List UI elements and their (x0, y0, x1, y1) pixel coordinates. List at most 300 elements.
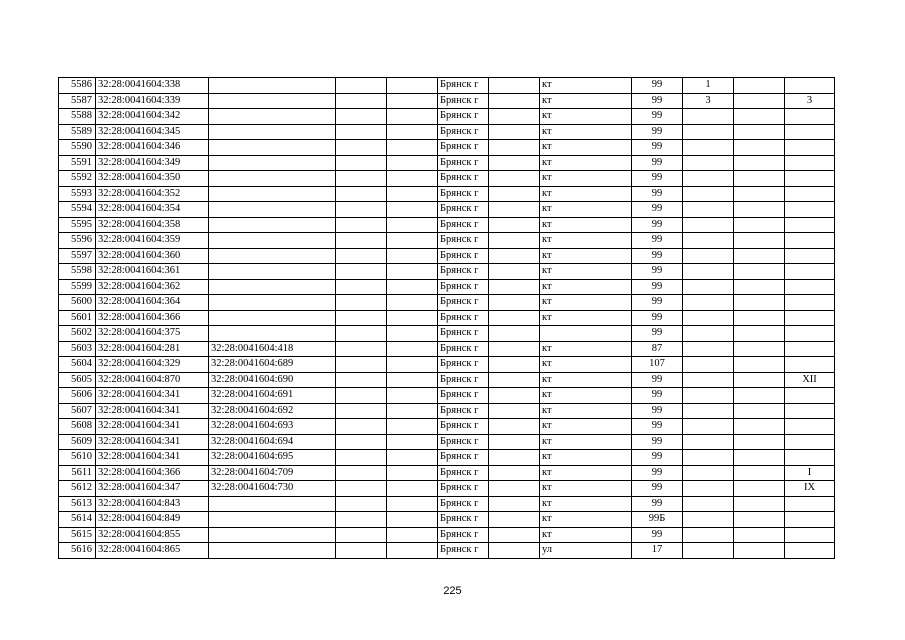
row-number-cell: 5616 (59, 543, 96, 559)
section-cell (785, 264, 835, 280)
empty-cell (336, 357, 387, 373)
linked-cadastral-number-cell (209, 512, 336, 528)
street-type-cell: кт (540, 124, 632, 140)
street-type-cell: ул (540, 543, 632, 559)
section-cell (785, 233, 835, 249)
cadastral-number-cell: 32:28:0041604:358 (96, 217, 209, 233)
city-cell: Брянск г (438, 279, 489, 295)
cadastral-number-cell: 32:28:0041604:345 (96, 124, 209, 140)
building-cell (683, 264, 734, 280)
empty-cell (336, 264, 387, 280)
empty-cell (734, 140, 785, 156)
table-row (59, 186, 835, 202)
cadastral-number-cell: 32:28:0041604:375 (96, 326, 209, 342)
street-type-cell: кт (540, 217, 632, 233)
empty-cell (336, 217, 387, 233)
building-cell (683, 512, 734, 528)
house-number-cell: 99 (632, 78, 683, 94)
table-row (59, 78, 835, 94)
city-cell: Брянск г (438, 140, 489, 156)
section-cell (785, 124, 835, 140)
empty-cell (336, 248, 387, 264)
empty-cell (336, 388, 387, 404)
cadastral-number-cell: 32:28:0041604:329 (96, 357, 209, 373)
city-cell: Брянск г (438, 233, 489, 249)
cadastral-number-cell: 32:28:0041604:347 (96, 481, 209, 497)
city-cell: Брянск г (438, 295, 489, 311)
row-number-cell: 5613 (59, 496, 96, 512)
cadastral-number-cell: 32:28:0041604:360 (96, 248, 209, 264)
building-cell (683, 155, 734, 171)
row-number-cell: 5611 (59, 465, 96, 481)
building-cell (683, 124, 734, 140)
section-cell (785, 496, 835, 512)
row-number-cell: 5595 (59, 217, 96, 233)
building-cell (683, 465, 734, 481)
section-cell (785, 543, 835, 559)
table-row (59, 140, 835, 156)
empty-cell (387, 543, 438, 559)
cadastral-number-cell: 32:28:0041604:865 (96, 543, 209, 559)
cadastral-number-cell: 32:28:0041604:341 (96, 419, 209, 435)
row-number-cell: 5601 (59, 310, 96, 326)
city-cell: Брянск г (438, 372, 489, 388)
house-number-cell: 99 (632, 202, 683, 218)
street-type-cell: кт (540, 186, 632, 202)
row-number-cell: 5599 (59, 279, 96, 295)
row-number-cell: 5598 (59, 264, 96, 280)
empty-cell (387, 186, 438, 202)
empty-cell (734, 481, 785, 497)
cadastral-number-cell: 32:28:0041604:341 (96, 450, 209, 466)
empty-cell (387, 434, 438, 450)
building-cell: 1 (683, 78, 734, 94)
row-number-cell: 5608 (59, 419, 96, 435)
empty-cell (336, 109, 387, 125)
building-cell (683, 310, 734, 326)
table-row (59, 543, 835, 559)
row-number-cell: 5596 (59, 233, 96, 249)
empty-cell (489, 202, 540, 218)
section-cell (785, 527, 835, 543)
row-number-cell: 5591 (59, 155, 96, 171)
empty-cell (387, 341, 438, 357)
linked-cadastral-number-cell: 32:28:0041604:730 (209, 481, 336, 497)
cadastral-number-cell: 32:28:0041604:338 (96, 78, 209, 94)
empty-cell (734, 233, 785, 249)
empty-cell (387, 527, 438, 543)
row-number-cell: 5592 (59, 171, 96, 187)
table-row (59, 496, 835, 512)
house-number-cell: 99 (632, 264, 683, 280)
linked-cadastral-number-cell (209, 217, 336, 233)
empty-cell (734, 93, 785, 109)
street-type-cell: кт (540, 419, 632, 435)
cadastral-number-cell: 32:28:0041604:349 (96, 155, 209, 171)
city-cell: Брянск г (438, 341, 489, 357)
building-cell (683, 481, 734, 497)
table-row (59, 372, 835, 388)
linked-cadastral-number-cell (209, 248, 336, 264)
table-row (59, 171, 835, 187)
empty-cell (336, 450, 387, 466)
empty-cell (489, 465, 540, 481)
empty-cell (734, 124, 785, 140)
empty-cell (489, 171, 540, 187)
section-cell (785, 450, 835, 466)
cadastral-number-cell: 32:28:0041604:341 (96, 388, 209, 404)
empty-cell (734, 171, 785, 187)
empty-cell (387, 202, 438, 218)
empty-cell (489, 357, 540, 373)
empty-cell (734, 372, 785, 388)
street-type-cell: кт (540, 481, 632, 497)
empty-cell (387, 403, 438, 419)
empty-cell (734, 496, 785, 512)
table-row (59, 93, 835, 109)
empty-cell (489, 543, 540, 559)
linked-cadastral-number-cell (209, 202, 336, 218)
row-number-cell: 5600 (59, 295, 96, 311)
house-number-cell: 99 (632, 527, 683, 543)
table-row (59, 434, 835, 450)
empty-cell (489, 264, 540, 280)
building-cell (683, 357, 734, 373)
street-type-cell: кт (540, 388, 632, 404)
empty-cell (489, 450, 540, 466)
address-table (58, 77, 835, 559)
building-cell: 3 (683, 93, 734, 109)
building-cell (683, 248, 734, 264)
empty-cell (387, 264, 438, 280)
street-type-cell: кт (540, 341, 632, 357)
city-cell: Брянск г (438, 496, 489, 512)
empty-cell (734, 326, 785, 342)
linked-cadastral-number-cell (209, 279, 336, 295)
building-cell (683, 326, 734, 342)
linked-cadastral-number-cell (209, 186, 336, 202)
linked-cadastral-number-cell: 32:28:0041604:709 (209, 465, 336, 481)
house-number-cell: 99 (632, 186, 683, 202)
empty-cell (489, 78, 540, 94)
table-row (59, 481, 835, 497)
section-cell: IX (785, 481, 835, 497)
section-cell (785, 202, 835, 218)
section-cell (785, 155, 835, 171)
empty-cell (336, 186, 387, 202)
street-type-cell: кт (540, 357, 632, 373)
building-cell (683, 496, 734, 512)
cadastral-number-cell: 32:28:0041604:361 (96, 264, 209, 280)
empty-cell (387, 109, 438, 125)
street-type-cell: кт (540, 109, 632, 125)
empty-cell (489, 419, 540, 435)
empty-cell (336, 403, 387, 419)
section-cell (785, 186, 835, 202)
section-cell (785, 109, 835, 125)
empty-cell (489, 388, 540, 404)
table-row (59, 155, 835, 171)
empty-cell (489, 527, 540, 543)
section-cell (785, 279, 835, 295)
linked-cadastral-number-cell (209, 171, 336, 187)
empty-cell (734, 279, 785, 295)
street-type-cell: кт (540, 264, 632, 280)
table-row (59, 527, 835, 543)
empty-cell (734, 155, 785, 171)
linked-cadastral-number-cell: 32:28:0041604:694 (209, 434, 336, 450)
empty-cell (489, 279, 540, 295)
empty-cell (734, 186, 785, 202)
empty-cell (734, 388, 785, 404)
cadastral-number-cell: 32:28:0041604:341 (96, 403, 209, 419)
section-cell (785, 357, 835, 373)
empty-cell (336, 140, 387, 156)
street-type-cell: кт (540, 78, 632, 94)
row-number-cell: 5587 (59, 93, 96, 109)
street-type-cell: кт (540, 155, 632, 171)
city-cell: Брянск г (438, 109, 489, 125)
empty-cell (336, 543, 387, 559)
empty-cell (387, 310, 438, 326)
row-number-cell: 5607 (59, 403, 96, 419)
house-number-cell: 99 (632, 279, 683, 295)
house-number-cell: 99 (632, 434, 683, 450)
cadastral-number-cell: 32:28:0041604:346 (96, 140, 209, 156)
street-type-cell: кт (540, 403, 632, 419)
row-number-cell: 5606 (59, 388, 96, 404)
row-number-cell: 5612 (59, 481, 96, 497)
empty-cell (734, 310, 785, 326)
building-cell (683, 527, 734, 543)
cadastral-number-cell: 32:28:0041604:870 (96, 372, 209, 388)
building-cell (683, 372, 734, 388)
section-cell: 3 (785, 93, 835, 109)
empty-cell (336, 233, 387, 249)
empty-cell (387, 326, 438, 342)
empty-cell (489, 512, 540, 528)
linked-cadastral-number-cell (209, 233, 336, 249)
building-cell (683, 450, 734, 466)
empty-cell (489, 233, 540, 249)
cadastral-number-cell: 32:28:0041604:855 (96, 527, 209, 543)
empty-cell (734, 543, 785, 559)
empty-cell (489, 248, 540, 264)
empty-cell (387, 78, 438, 94)
table-row (59, 357, 835, 373)
empty-cell (489, 186, 540, 202)
row-number-cell: 5614 (59, 512, 96, 528)
empty-cell (734, 78, 785, 94)
empty-cell (336, 295, 387, 311)
house-number-cell: 99 (632, 310, 683, 326)
empty-cell (734, 450, 785, 466)
empty-cell (387, 155, 438, 171)
section-cell (785, 248, 835, 264)
street-type-cell: кт (540, 233, 632, 249)
house-number-cell: 99 (632, 465, 683, 481)
city-cell: Брянск г (438, 481, 489, 497)
table-row (59, 109, 835, 125)
empty-cell (336, 78, 387, 94)
cadastral-number-cell: 32:28:0041604:342 (96, 109, 209, 125)
street-type-cell: кт (540, 465, 632, 481)
empty-cell (387, 233, 438, 249)
linked-cadastral-number-cell (209, 326, 336, 342)
empty-cell (489, 481, 540, 497)
section-cell (785, 171, 835, 187)
house-number-cell: 99 (632, 295, 683, 311)
building-cell (683, 295, 734, 311)
table-row (59, 264, 835, 280)
building-cell (683, 341, 734, 357)
house-number-cell: 99 (632, 109, 683, 125)
empty-cell (489, 403, 540, 419)
house-number-cell: 99 (632, 124, 683, 140)
linked-cadastral-number-cell (209, 78, 336, 94)
building-cell (683, 543, 734, 559)
empty-cell (336, 326, 387, 342)
section-cell (785, 341, 835, 357)
empty-cell (489, 124, 540, 140)
empty-cell (387, 171, 438, 187)
linked-cadastral-number-cell: 32:28:0041604:693 (209, 419, 336, 435)
building-cell (683, 186, 734, 202)
house-number-cell: 99Б (632, 512, 683, 528)
row-number-cell: 5586 (59, 78, 96, 94)
linked-cadastral-number-cell: 32:28:0041604:418 (209, 341, 336, 357)
cadastral-number-cell: 32:28:0041604:281 (96, 341, 209, 357)
empty-cell (734, 202, 785, 218)
empty-cell (387, 93, 438, 109)
cadastral-number-cell: 32:28:0041604:362 (96, 279, 209, 295)
empty-cell (734, 419, 785, 435)
table-row (59, 124, 835, 140)
city-cell: Брянск г (438, 171, 489, 187)
empty-cell (387, 450, 438, 466)
page-number: 225 (443, 585, 462, 597)
empty-cell (387, 140, 438, 156)
city-cell: Брянск г (438, 248, 489, 264)
empty-cell (734, 357, 785, 373)
empty-cell (489, 217, 540, 233)
empty-cell (489, 109, 540, 125)
table-row (59, 310, 835, 326)
section-cell (785, 388, 835, 404)
empty-cell (387, 496, 438, 512)
row-number-cell: 5609 (59, 434, 96, 450)
city-cell: Брянск г (438, 388, 489, 404)
row-number-cell: 5610 (59, 450, 96, 466)
cadastral-number-cell: 32:28:0041604:350 (96, 171, 209, 187)
section-cell (785, 78, 835, 94)
cadastral-number-cell: 32:28:0041604:364 (96, 295, 209, 311)
street-type-cell: кт (540, 512, 632, 528)
linked-cadastral-number-cell (209, 155, 336, 171)
building-cell (683, 419, 734, 435)
empty-cell (489, 295, 540, 311)
empty-cell (387, 512, 438, 528)
street-type-cell: кт (540, 310, 632, 326)
section-cell: XII (785, 372, 835, 388)
table-row (59, 450, 835, 466)
empty-cell (336, 465, 387, 481)
city-cell: Брянск г (438, 450, 489, 466)
house-number-cell: 99 (632, 326, 683, 342)
street-type-cell: кт (540, 295, 632, 311)
house-number-cell: 99 (632, 403, 683, 419)
empty-cell (489, 155, 540, 171)
empty-cell (387, 124, 438, 140)
section-cell: I (785, 465, 835, 481)
empty-cell (734, 403, 785, 419)
empty-cell (734, 527, 785, 543)
table-row (59, 341, 835, 357)
street-type-cell: кт (540, 527, 632, 543)
empty-cell (734, 465, 785, 481)
street-type-cell (540, 326, 632, 342)
empty-cell (489, 310, 540, 326)
city-cell: Брянск г (438, 78, 489, 94)
table-row (59, 403, 835, 419)
table-row (59, 202, 835, 218)
empty-cell (336, 124, 387, 140)
empty-cell (387, 388, 438, 404)
row-number-cell: 5588 (59, 109, 96, 125)
empty-cell (336, 155, 387, 171)
empty-cell (489, 341, 540, 357)
empty-cell (336, 512, 387, 528)
cadastral-number-cell: 32:28:0041604:352 (96, 186, 209, 202)
building-cell (683, 202, 734, 218)
row-number-cell: 5589 (59, 124, 96, 140)
city-cell: Брянск г (438, 186, 489, 202)
empty-cell (387, 248, 438, 264)
house-number-cell: 99 (632, 171, 683, 187)
row-number-cell: 5603 (59, 341, 96, 357)
section-cell (785, 434, 835, 450)
linked-cadastral-number-cell: 32:28:0041604:695 (209, 450, 336, 466)
empty-cell (336, 481, 387, 497)
linked-cadastral-number-cell: 32:28:0041604:692 (209, 403, 336, 419)
city-cell: Брянск г (438, 527, 489, 543)
street-type-cell: кт (540, 434, 632, 450)
city-cell: Брянск г (438, 155, 489, 171)
section-cell (785, 512, 835, 528)
building-cell (683, 403, 734, 419)
empty-cell (336, 419, 387, 435)
house-number-cell: 99 (632, 248, 683, 264)
house-number-cell: 99 (632, 481, 683, 497)
table-row (59, 217, 835, 233)
empty-cell (489, 434, 540, 450)
linked-cadastral-number-cell: 32:28:0041604:691 (209, 388, 336, 404)
linked-cadastral-number-cell (209, 295, 336, 311)
empty-cell (387, 217, 438, 233)
section-cell (785, 403, 835, 419)
house-number-cell: 99 (632, 233, 683, 249)
house-number-cell: 99 (632, 372, 683, 388)
building-cell (683, 233, 734, 249)
empty-cell (489, 372, 540, 388)
city-cell: Брянск г (438, 124, 489, 140)
empty-cell (336, 310, 387, 326)
building-cell (683, 171, 734, 187)
empty-cell (387, 419, 438, 435)
street-type-cell: кт (540, 248, 632, 264)
section-cell (785, 140, 835, 156)
city-cell: Брянск г (438, 512, 489, 528)
